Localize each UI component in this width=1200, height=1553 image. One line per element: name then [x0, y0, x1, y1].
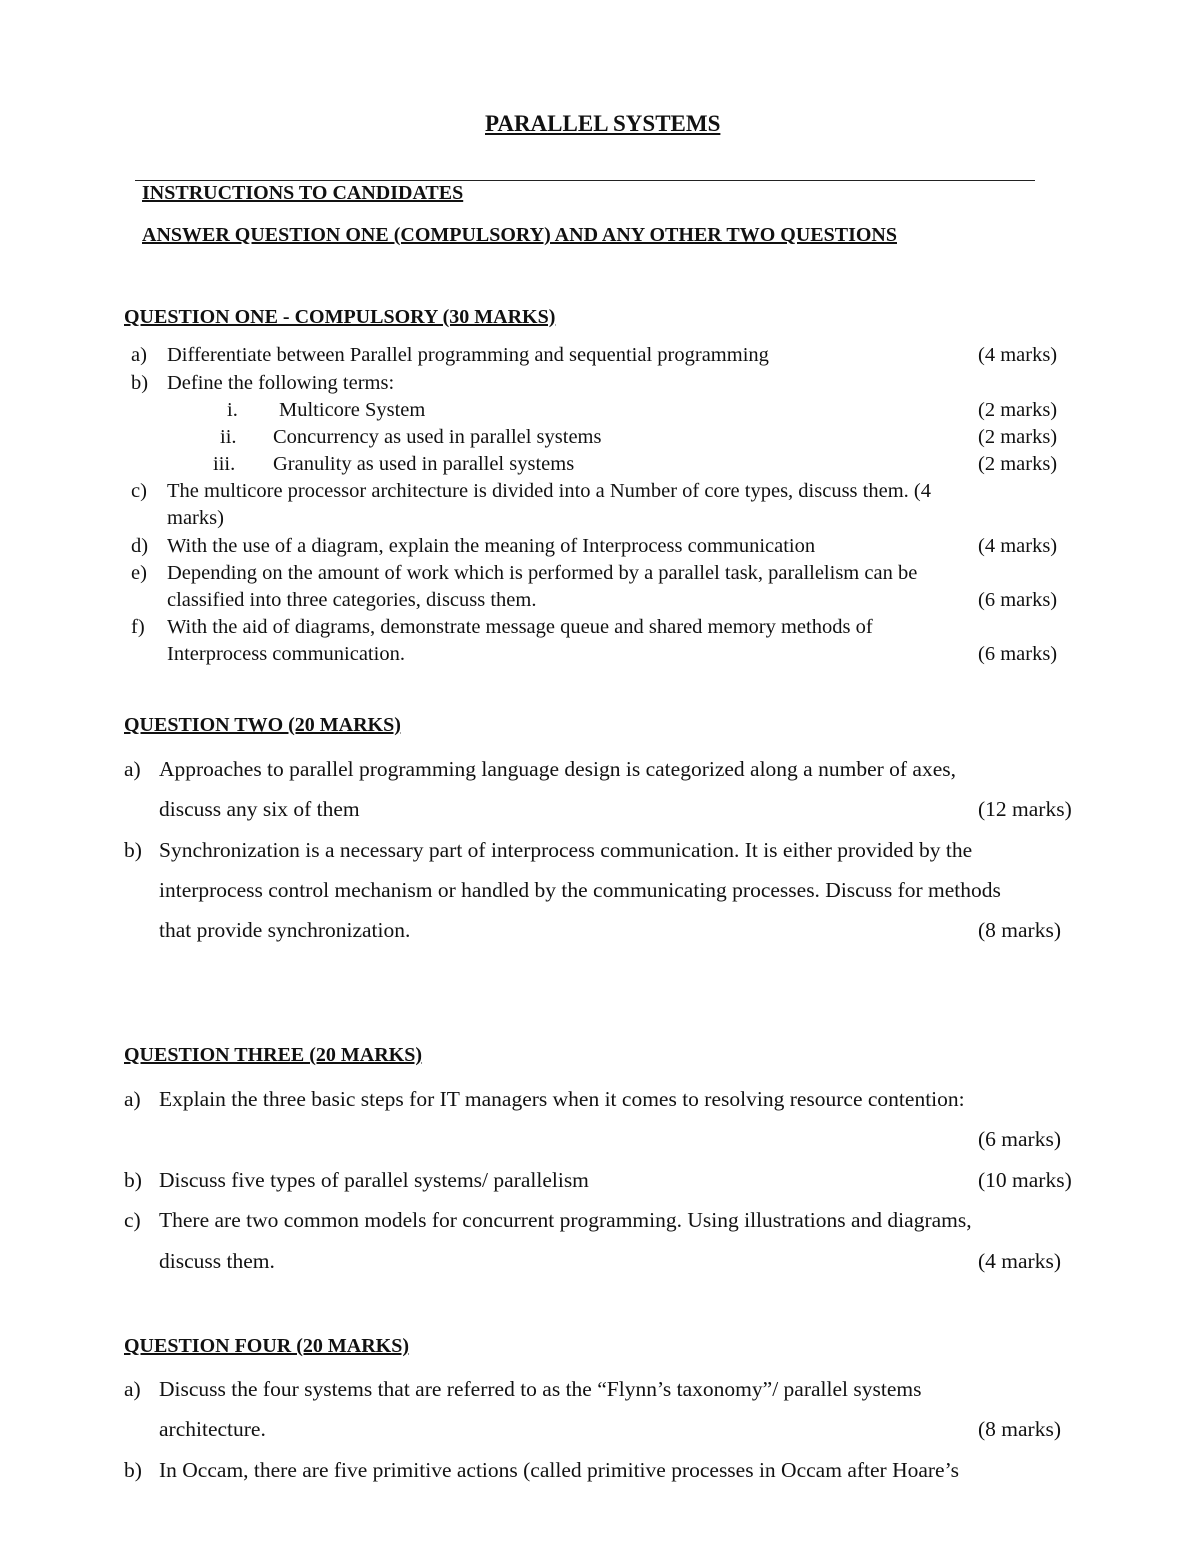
q1b-label: b) — [131, 372, 149, 394]
question-one-heading: QUESTION ONE - COMPULSORY (30 MARKS) — [124, 306, 556, 328]
q2a-label: a) — [124, 757, 141, 781]
q1d-text: With the use of a diagram, explain the meaning of Interprocess communication — [167, 535, 816, 557]
question-two-heading: QUESTION TWO (20 MARKS) — [124, 714, 401, 736]
q1f-marks: (6 marks) — [978, 643, 1058, 665]
horizontal-rule — [135, 180, 1035, 181]
q1b-text: Define the following terms: — [167, 372, 395, 394]
q1e-label: e) — [131, 562, 147, 584]
question-three-heading: QUESTION THREE (20 MARKS) — [124, 1044, 423, 1066]
q1b-ii-text: Concurrency as used in parallel systems — [273, 426, 602, 448]
q4b-label: b) — [124, 1458, 142, 1482]
q3b-marks: (10 marks) — [978, 1168, 1072, 1192]
q2b-line1: Synchronization is a necessary part of interprocess communication. It is either provided by the — [159, 838, 973, 862]
q2a-marks: (12 marks) — [978, 797, 1072, 821]
q1b-i-label: i. — [227, 399, 238, 421]
q2b-marks: (8 marks) — [978, 918, 1061, 942]
page-title: PARALLEL SYSTEMS — [485, 111, 721, 136]
q3b-label: b) — [124, 1168, 142, 1192]
q1a-label: a) — [131, 344, 147, 366]
q2b-line3: that provide synchronization. — [159, 918, 411, 942]
q3a-label: a) — [124, 1087, 141, 1111]
q3b-text: Discuss five types of parallel systems/ parallelism — [159, 1168, 589, 1192]
q1f-line2: Interprocess communication. — [167, 643, 405, 665]
question-four-heading: QUESTION FOUR (20 MARKS) — [124, 1335, 410, 1357]
q2b-label: b) — [124, 838, 142, 862]
q1f-line1: With the aid of diagrams, demonstrate message queue and shared memory methods of — [167, 616, 873, 638]
q3c-line2: discuss them. — [159, 1249, 275, 1273]
q1b-i-marks: (2 marks) — [978, 399, 1058, 421]
q1d-marks: (4 marks) — [978, 535, 1058, 557]
q1a-marks: (4 marks) — [978, 344, 1058, 366]
q4a-line1: Discuss the four systems that are referred to as the “Flynn’s taxonomy”/ parallel systems — [159, 1377, 922, 1401]
q1b-ii-label: ii. — [220, 426, 237, 448]
q1b-iii-marks: (2 marks) — [978, 453, 1058, 475]
q1e-line2: classified into three categories, discuss them. — [167, 589, 537, 611]
q4a-marks: (8 marks) — [978, 1417, 1061, 1441]
q1f-label: f) — [131, 616, 145, 638]
q1c-line2: marks) — [167, 507, 224, 529]
q3a-text: Explain the three basic steps for IT managers when it comes to resolving resource contention: — [159, 1087, 965, 1111]
q1b-i-text: Multicore System — [279, 399, 426, 421]
instructions-line: ANSWER QUESTION ONE (COMPULSORY) AND ANY OTHER TWO QUESTIONS — [142, 224, 897, 246]
instructions-heading: INSTRUCTIONS TO CANDIDATES — [142, 182, 464, 204]
q1c-label: c) — [131, 480, 147, 502]
q2b-line2: interprocess control mechanism or handled by the communicating processes. Discuss for methods — [159, 878, 1001, 902]
q4b-line1: In Occam, there are five primitive actions (called primitive processes in Occam after Hoare’s — [159, 1458, 959, 1482]
q1b-ii-marks: (2 marks) — [978, 426, 1058, 448]
q1b-iii-label: iii. — [213, 453, 236, 475]
q1e-marks: (6 marks) — [978, 589, 1058, 611]
q4a-line2: architecture. — [159, 1417, 266, 1441]
q1d-label: d) — [131, 535, 149, 557]
q4a-label: a) — [124, 1377, 141, 1401]
q1b-iii-text: Granulity as used in parallel systems — [273, 453, 575, 475]
q1c-line1: The multicore processor architecture is divided into a Number of core types, discuss them. (4 — [167, 480, 931, 502]
q3a-marks: (6 marks) — [978, 1127, 1061, 1151]
q2a-line2: discuss any six of them — [159, 797, 360, 821]
q1a-text: Differentiate between Parallel programming and sequential programming — [167, 344, 769, 366]
q1e-line1: Depending on the amount of work which is performed by a parallel task, parallelism can be — [167, 562, 918, 584]
q3c-label: c) — [124, 1208, 141, 1232]
q2a-line1: Approaches to parallel programming language design is categorized along a number of axes, — [159, 757, 957, 781]
q3c-marks: (4 marks) — [978, 1249, 1061, 1273]
q3c-line1: There are two common models for concurrent programming. Using illustrations and diagrams, — [159, 1208, 972, 1232]
